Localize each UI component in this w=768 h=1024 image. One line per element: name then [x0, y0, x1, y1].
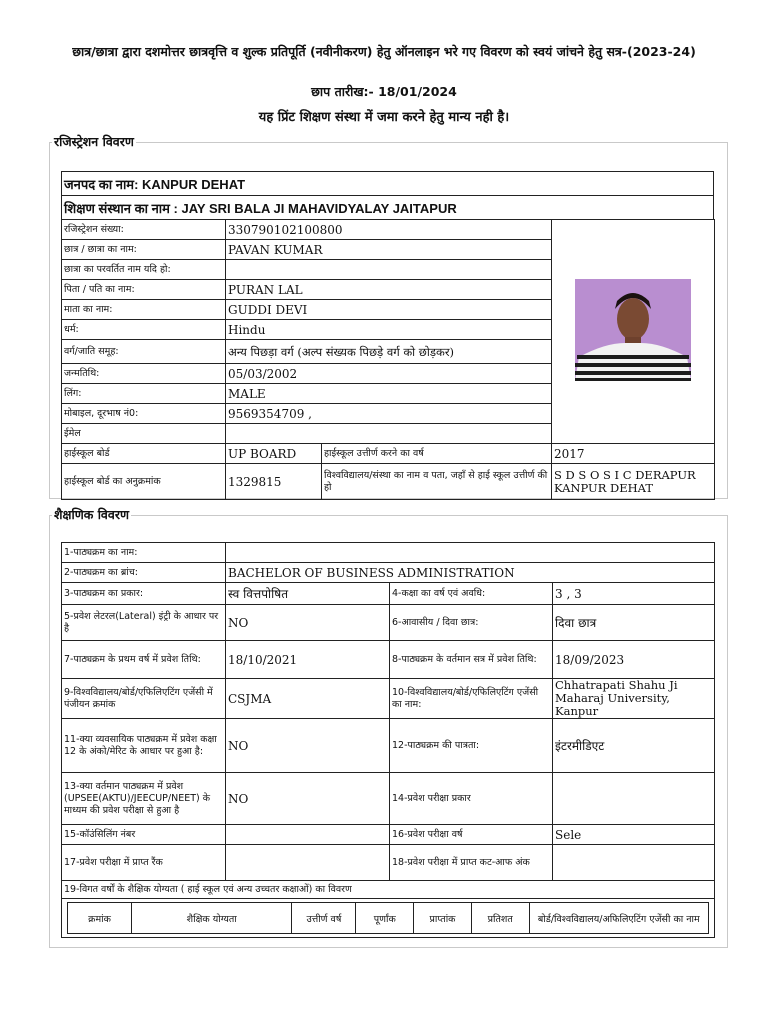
course-branch-label: 2-पाठ्यक्रम का ब्रांच: — [62, 563, 226, 583]
category-label: वर्ग/जाति समूह: — [62, 340, 226, 364]
hs-roll-label: हाईस्कूल बोर्ड का अनुक्रमांक — [62, 464, 226, 500]
institution-name: शिक्षण संस्थान का नाम : JAY SRI BALA JI MAHAVIDYALAY JAITAPUR — [62, 196, 714, 220]
education-table — [61, 542, 715, 938]
religion-label: धर्म: — [62, 320, 226, 340]
class-year-label: 4-कक्षा का वर्ष एवं अवधि: — [390, 583, 553, 605]
student-name-label: छात्र / छात्रा का नाम: — [62, 240, 226, 260]
print-date: छाप तारीख:- 18/01/2024 — [311, 84, 457, 99]
col-passing-year: उत्तीर्ण वर्ष — [292, 903, 356, 934]
qualification-table — [67, 902, 709, 934]
mother-name: GUDDI DEVI — [226, 300, 552, 320]
dob-label: जन्मतिथि: — [62, 364, 226, 384]
entrance-exam-type — [553, 773, 715, 825]
mobile-number: 9569354709 , — [226, 404, 552, 424]
registration-section — [49, 135, 728, 499]
col-serial: क्रमांक — [68, 903, 132, 934]
registration-legend: रजिस्ट्रेशन विवरण — [54, 134, 134, 149]
father-name: PURAN LAL — [226, 280, 552, 300]
photo-cell — [552, 220, 715, 444]
gender: MALE — [226, 384, 552, 404]
course-type: स्व वित्तपोषित — [226, 583, 390, 605]
col-board-name: बोर्ड/विश्वविद्यालय/अफिलिएटिंग एजेंसी का नाम — [529, 903, 709, 934]
course-eligibility: इंटरमीडिएट — [553, 719, 715, 773]
course-type-label: 3-पाठ्यक्रम का प्रकार: — [62, 583, 226, 605]
col-max-marks: पूर्णांक — [356, 903, 414, 934]
entrance-exam-year: Sele — [553, 825, 715, 845]
col-qualification: शैक्षिक योग्यता — [132, 903, 292, 934]
col-percentage: प्रतिशत — [471, 903, 529, 934]
cutoff-marks-label: 18-प्रवेश परीक्षा में प्राप्त कट-आफ अंक — [390, 845, 553, 881]
course-name-label: 1-पाठ्यक्रम का नाम: — [62, 543, 226, 563]
first-year-admission-date: 18/10/2021 — [226, 641, 390, 679]
residence-label: 6-आवासीय / दिवा छात्र: — [390, 605, 553, 641]
registration-header-table — [61, 171, 714, 220]
entrance-rank-label: 17-प्रवेश परीक्षा में प्राप्त रैंक — [62, 845, 226, 881]
merit-admission-label: 11-क्या व्यवसायिक पाठ्यक्रम में प्रवेश कक्षा 12 के अंको/मेरिट के आधार पर हुआ है: — [62, 719, 226, 773]
merit-admission: NO — [226, 719, 390, 773]
current-session-admission-date: 18/09/2023 — [553, 641, 715, 679]
changed-name-label: छात्रा का परवर्तित नाम यदि हो: — [62, 260, 226, 280]
category: अन्य पिछड़ा वर्ग (अल्प संख्यक पिछड़े वर्ग को छोड़कर) — [226, 340, 552, 364]
col-obtained-marks: प्राप्तांक — [414, 903, 472, 934]
entrance-rank — [226, 845, 390, 881]
lateral-entry: NO — [226, 605, 390, 641]
education-legend: शैक्षणिक विवरण — [54, 507, 129, 522]
hs-board: UP BOARD — [226, 444, 322, 464]
mother-name-label: माता का नाम: — [62, 300, 226, 320]
university-name: Chhatrapati Shahu Ji Maharaj University, Kanpur — [553, 679, 715, 719]
education-section — [49, 508, 728, 948]
hs-year: 2017 — [552, 444, 715, 464]
father-name-label: पिता / पति का नाम: — [62, 280, 226, 300]
class-year: 3 , 3 — [553, 583, 715, 605]
entrance-exam-admission: NO — [226, 773, 390, 825]
university-registration-label: 9-विश्वविद्यालय/बोर्ड/एफिलिएटिंग एजेंसी में पंजीयन क्रमांक — [62, 679, 226, 719]
hs-year-label: हाईस्कूल उत्तीर्ण करने का वर्ष — [322, 444, 552, 464]
date-of-birth: 05/03/2002 — [226, 364, 552, 384]
email-label: ईमेल — [62, 424, 226, 444]
entrance-exam-year-label: 16-प्रवेश परीक्षा वर्ष — [390, 825, 553, 845]
first-year-admission-label: 7-पाठ्यक्रम के प्रथम वर्ष में प्रवेश तिथि: — [62, 641, 226, 679]
hs-school-label: विश्वविद्यालय/संस्था का नाम व पता, जहाँ से हाई स्कूल उत्तीर्ण की हो — [322, 464, 552, 500]
hs-roll-number: 1329815 — [226, 464, 322, 500]
form-title: छात्र/छात्रा द्वारा दशमोत्तर छात्रवृत्ति व शुल्क प्रतिपूर्ति (नवीनीकरण) हेतु ऑनलाइन भरे गए विवरण को स्वयं जांचने हेतु सत्र-(2023-24) — [72, 44, 696, 59]
registration-details-table — [61, 219, 715, 500]
student-photo — [575, 279, 691, 381]
counselling-number-label: 15-कॉउंसिलिंग नंबर — [62, 825, 226, 845]
hs-school: S D S O S I C DERAPUR KANPUR DEHAT — [552, 464, 715, 500]
student-name: PAVAN KUMAR — [226, 240, 552, 260]
entrance-exam-admission-label: 13-क्या वर्तमान पाठ्यक्रम में प्रवेश (UPSEE(AKTU)/JEECUP/NEET) के माध्यम की प्रवेश परीक्षा से हुआ है — [62, 773, 226, 825]
counselling-number — [226, 825, 390, 845]
university-registration: CSJMA — [226, 679, 390, 719]
hs-board-label: हाईस्कूल बोर्ड — [62, 444, 226, 464]
registration-number: 330790102100800 — [226, 220, 552, 240]
email — [226, 424, 552, 444]
changed-name — [226, 260, 552, 280]
cutoff-marks — [553, 845, 715, 881]
lateral-entry-label: 5-प्रवेश लेटरल(Lateral) इंट्री के आधार पर है — [62, 605, 226, 641]
entrance-exam-type-label: 14-प्रवेश परीक्षा प्रकार — [390, 773, 553, 825]
registration-label: रजिस्ट्रेशन संख्या: — [62, 220, 226, 240]
course-eligibility-label: 12-पाठ्यक्रम की पात्रता: — [390, 719, 553, 773]
religion: Hindu — [226, 320, 552, 340]
gender-label: लिंग: — [62, 384, 226, 404]
course-branch: BACHELOR OF BUSINESS ADMINISTRATION — [226, 563, 715, 583]
residence-type: दिवा छात्र — [553, 605, 715, 641]
validity-note: यह प्रिंट शिक्षण संस्था में जमा करने हेतु मान्य नही है। — [258, 110, 510, 125]
district-name: जनपद का नाम: KANPUR DEHAT — [62, 172, 714, 196]
course-name — [226, 543, 715, 563]
past-qualification-label: 19-विगत वर्षों के शैक्षिक योग्यता ( हाई स्कूल एवं अन्य उच्चतर कक्षाओं) का विवरण — [62, 881, 715, 899]
university-name-label: 10-विश्वविद्यालय/बोर्ड/एफिलिएटिंग एजेंसी का नाम: — [390, 679, 553, 719]
mobile-label: मोबाइल, दूरभाष नं0: — [62, 404, 226, 424]
current-session-admission-label: 8-पाठ्यक्रम के वर्तमान सत्र में प्रवेश तिथि: — [390, 641, 553, 679]
